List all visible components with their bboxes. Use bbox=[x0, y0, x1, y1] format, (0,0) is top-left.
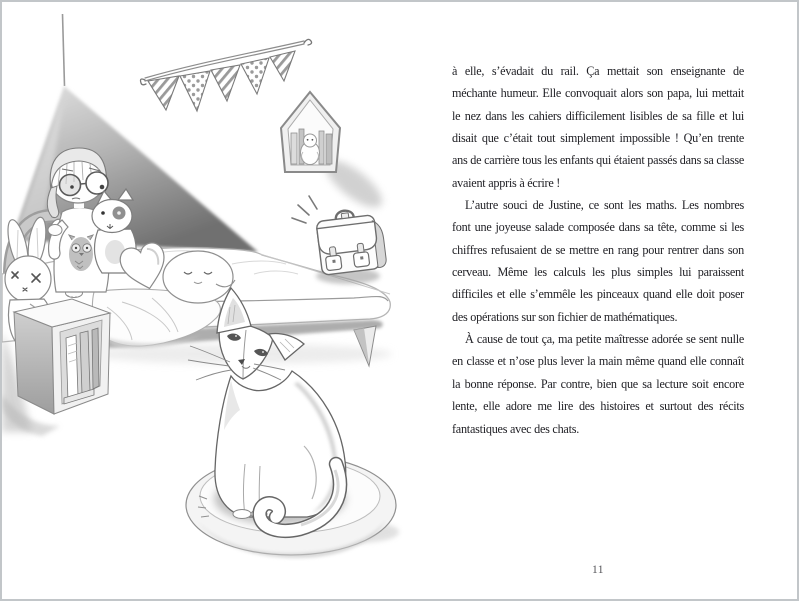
nightstand-bookshelf bbox=[2, 299, 110, 436]
house-shelf bbox=[281, 92, 389, 215]
cat-paw bbox=[233, 510, 251, 519]
bunting-flag bbox=[180, 71, 210, 111]
bunting-flag bbox=[148, 76, 179, 110]
story-paragraph: À cause de tout ça, ma petite maîtresse adorée se sent nulle en classe et n’ose plus lever la main même quand elle connaît la bonne réponse. Par contre, bien que sa lecture soit encore lente, elle adore me lire des histoires et surtout des récits fantastiques avec des chats. bbox=[452, 332, 744, 436]
emphasis-rays bbox=[292, 196, 317, 223]
story-paragraph: L’autre souci de Justine, ce sont les maths. Les nombres font une joyeuse salade composée dans sa tête, comme si les chiffres refusaient de se mettre en rang pour rentrer dans son cerveau. Même les calculs les plus simples lui paraissent difficiles et elle s’emmêle les pinceaux quand elle doit poser des opérations sur son fichier de mathématiques. bbox=[452, 198, 744, 324]
shelf-bird-figurine bbox=[301, 134, 320, 165]
nightstand-books bbox=[64, 328, 99, 404]
cat-body bbox=[215, 371, 346, 517]
bedroom-illustration-svg bbox=[2, 2, 447, 599]
girl-eye bbox=[100, 185, 105, 190]
bunting-garland bbox=[141, 39, 312, 111]
girl-eye bbox=[70, 185, 74, 189]
bunting-flag bbox=[211, 65, 240, 101]
story-text-page bbox=[452, 60, 744, 440]
bunting-flag bbox=[241, 58, 269, 94]
girl-hand bbox=[48, 225, 62, 236]
bunting-flag bbox=[270, 51, 295, 81]
bedroom-illustration bbox=[2, 2, 447, 599]
story-paragraph: à elle, s’évadait du rail. Ça mettait son enseignante de méchante humeur. Elle convoquait alors son papa, lui mettait le nez dans les cahiers difficilement lisibles de sa fille et lui disait que c’était tout simplement impossible ! Qu’en trente ans de carrière tous les enfants qui étaient passés dans sa classe avaient appris à écrire ! bbox=[452, 64, 744, 190]
page-number: 11 bbox=[591, 564, 605, 576]
